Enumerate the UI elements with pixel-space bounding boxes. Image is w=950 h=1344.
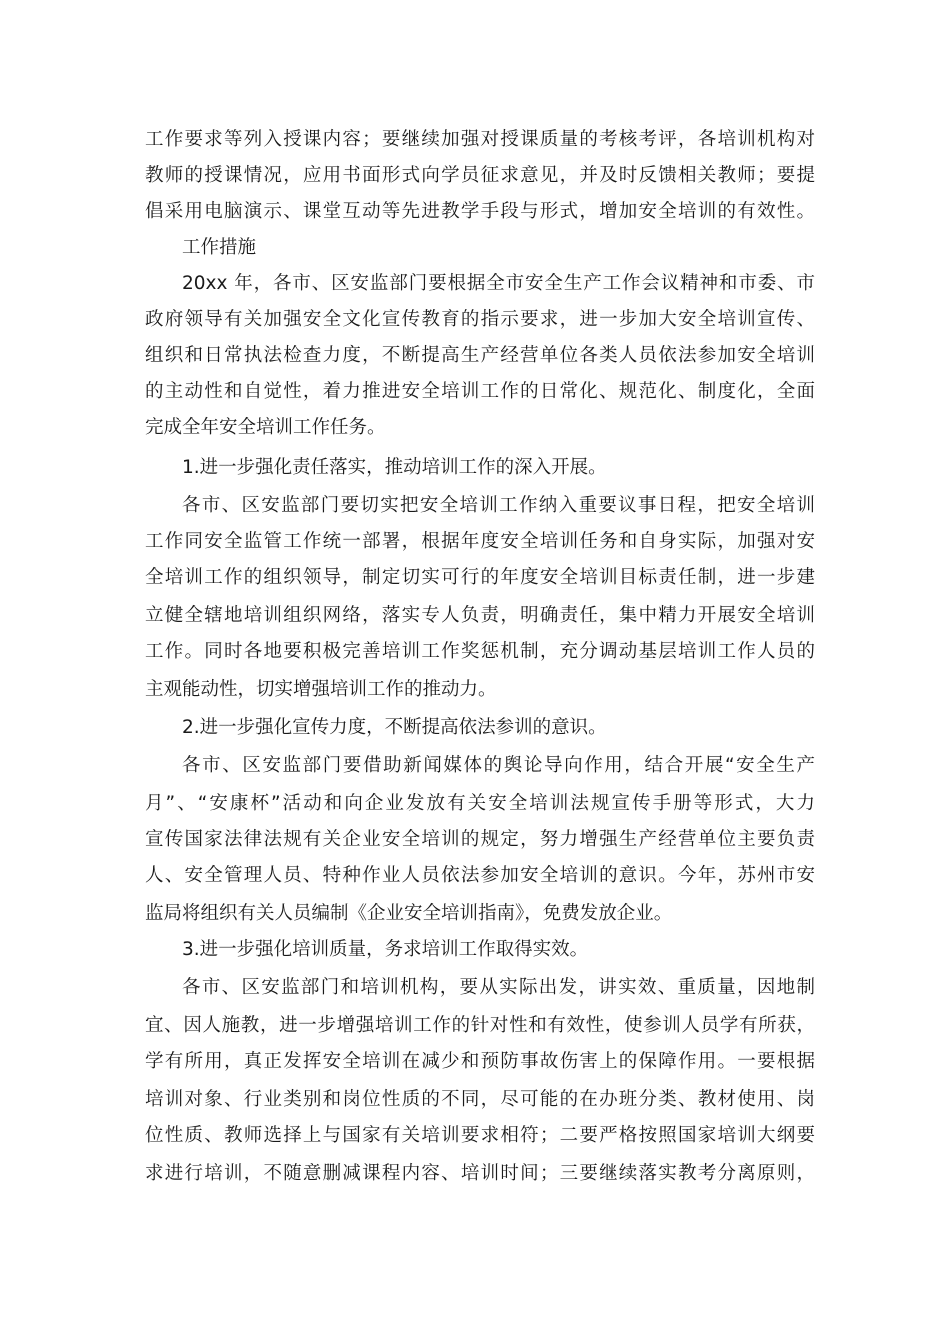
text-line: 工作。同时各地要积极完善培训工作奖惩机制，充分调动基层培训工作人员的 (145, 641, 815, 662)
text-line: 人、安全管理人员、特种作业人员依法参加安全培训的意识。今年，苏州市安 (145, 865, 815, 886)
text-line: 宜、因人施教，进一步增强培训工作的针对性和有效性，使参训人员学有所获， (145, 1015, 815, 1036)
text-line: 组织和日常执法检查力度，不断提高生产经营单位各类人员依法参加安全培训 (145, 345, 815, 366)
text-line: 求进行培训，不随意删减课程内容、培训时间；三要继续落实教考分离原则， (145, 1163, 815, 1184)
text-line: 主观能动性，切实增强培训工作的推动力。 (145, 679, 497, 700)
text-line: 工作同安全监管工作统一部署，根据年度安全培训任务和自身实际，加强对安 (145, 531, 815, 552)
text-line: 学有所用，真正发挥安全培训在减少和预防事故伤害上的保障作用。一要根据 (145, 1051, 815, 1072)
text-line: 各市、区安监部门和培训机构，要从实际出发，讲实效、重质量，因地制 (182, 977, 815, 998)
text-line: 监局将组织有关人员编制《企业安全培训指南》，免费发放企业。 (145, 903, 673, 924)
text-line: 工作要求等列入授课内容；要继续加强对授课质量的考核考评，各培训机构对 (145, 129, 815, 150)
text-line: 全培训工作的组织领导，制定切实可行的年度安全培训目标责任制，进一步建 (145, 567, 815, 588)
text-line: 倡采用电脑演示、课堂互动等先进教学手段与形式，增加安全培训的有效性。 (145, 201, 815, 222)
section-heading: 工作措施 (182, 237, 257, 258)
text-line: 的主动性和自觉性，着力推进安全培训工作的日常化、规范化、制度化，全面 (145, 381, 815, 402)
numbered-heading: 1.进一步强化责任落实，推动培训工作的深入开展。 (182, 457, 607, 478)
text-line: 教师的授课情况，应用书面形式向学员征求意见，并及时反馈相关教师；要提 (145, 165, 815, 186)
text-line: 完成全年安全培训工作任务。 (145, 417, 386, 438)
numbered-heading: 3.进一步强化培训质量，务求培训工作取得实效。 (182, 939, 589, 960)
text-line: 宣传国家法律法规有关企业安全培训的规定，努力增强生产经营单位主要负责 (145, 829, 815, 850)
text-line: 各市、区安监部门要借助新闻媒体的舆论导向作用，结合开展“安全生产 (182, 755, 815, 776)
text-line: 培训对象、行业类别和岗位性质的不同，尽可能的在办班分类、教材使用、岗 (145, 1089, 815, 1110)
text-line: 月”、“安康杯”活动和向企业发放有关安全培训法规宣传手册等形式，大力 (145, 793, 815, 814)
text-line: 20xx 年，各市、区安监部门要根据全市安全生产工作会议精神和市委、市 (182, 273, 815, 294)
text-line: 立健全辖地培训组织网络，落实专人负责，明确责任，集中精力开展安全培训 (145, 605, 815, 626)
text-line: 位性质、教师选择上与国家有关培训要求相符；二要严格按照国家培训大纲要 (145, 1125, 815, 1146)
text-line: 各市、区安监部门要切实把安全培训工作纳入重要议事日程，把安全培训 (182, 495, 815, 516)
numbered-heading: 2.进一步强化宣传力度，不断提高依法参训的意识。 (182, 717, 607, 738)
text-line: 政府领导有关加强安全文化宣传教育的指示要求，进一步加大安全培训宣传、 (145, 309, 815, 330)
